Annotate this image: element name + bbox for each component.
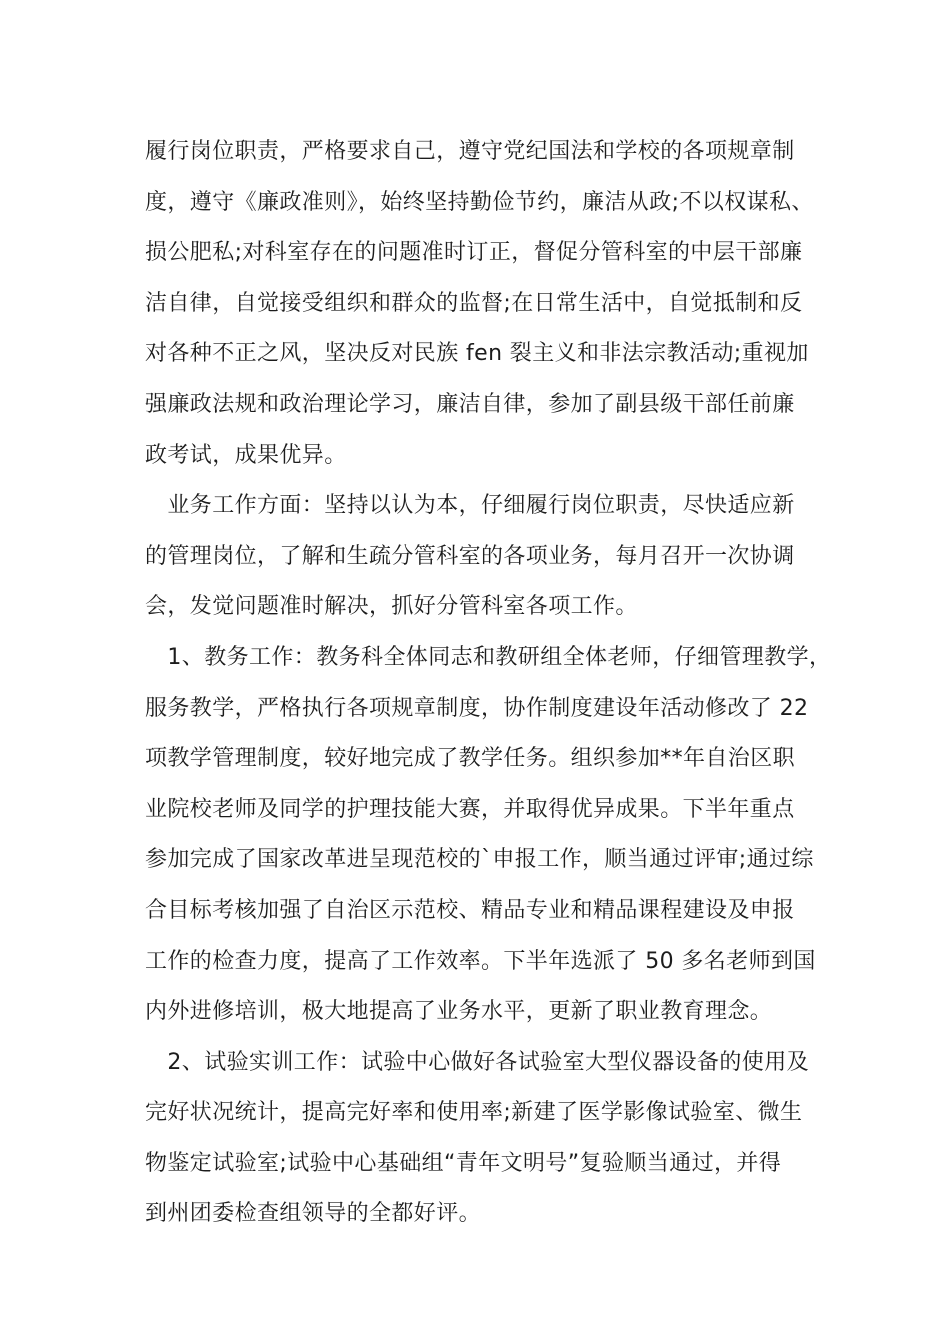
text-line: 参加完成了国家改革进呈现范校的`申报工作，顺当通过评审;通过综	[145, 847, 814, 873]
text-line: 服务教学，严格执行各项规章制度，协作制度建设年活动修改了 22	[145, 695, 809, 721]
text-line: 强廉政法规和政治理论学习，廉洁自律，参加了副县级干部任前廉	[145, 391, 795, 417]
text-line: 项教学管理制度，较好地完成了教学任务。组织参加**年自治区职	[145, 746, 796, 772]
text-line: 到州团委检查组领导的全都好评。	[145, 1201, 482, 1227]
text-line: 政考试，成果优异。	[145, 442, 347, 468]
text-line: 履行岗位职责，严格要求自己，遵守党纪国法和学校的各项规章制	[145, 139, 795, 164]
text-line: 内外进修培训，极大地提高了业务水平，更新了职业教育理念。	[145, 999, 773, 1025]
text-line: 的管理岗位，了解和生疏分管科室的各项业务，每月召开一次协调	[145, 543, 795, 569]
text-line: 度，遵守《廉政准则》，始终坚持勤俭节约，廉洁从政;不以权谋私、	[145, 189, 814, 215]
text-line: 物鉴定试验室;试验中心基础组“青年文明号”复验顺当通过，并得	[145, 1150, 782, 1176]
text-line: 业务工作方面：坚持以认为本，仔细履行岗位职责，尽快适应新	[145, 493, 795, 519]
text-line: 完好状况统计，提高完好率和使用率;新建了医学影像试验室、微生	[145, 1100, 803, 1126]
text-line: 对各种不正之风，坚决反对民族 fen 裂主义和非法宗教活动;重视加	[145, 341, 809, 367]
text-line: 1、教务工作：教务科全体同志和教研组全体老师，仔细管理教学，	[145, 644, 832, 670]
body-text	[145, 127, 835, 1240]
text-line: 合目标考核加强了自治区示范校、精品专业和精品课程建设及申报	[145, 897, 795, 923]
text-line: 工作的检查力度，提高了工作效率。下半年选派了 50 多名老师到国	[145, 948, 816, 974]
text-line: 2、试验实训工作：试验中心做好各试验室大型仪器设备的使用及	[145, 1049, 809, 1075]
text-line: 损公肥私;对科室存在的问题准时订正，督促分管科室的中层干部廉	[145, 240, 803, 266]
text-line: 洁自律，自觉接受组织和群众的监督;在日常生活中，自觉抵制和反	[145, 290, 803, 316]
text-line: 会，发觉问题准时解决，抓好分管科室各项工作。	[145, 594, 638, 620]
text-line: 业院校老师及同学的护理技能大赛，并取得优异成果。下半年重点	[145, 796, 795, 822]
